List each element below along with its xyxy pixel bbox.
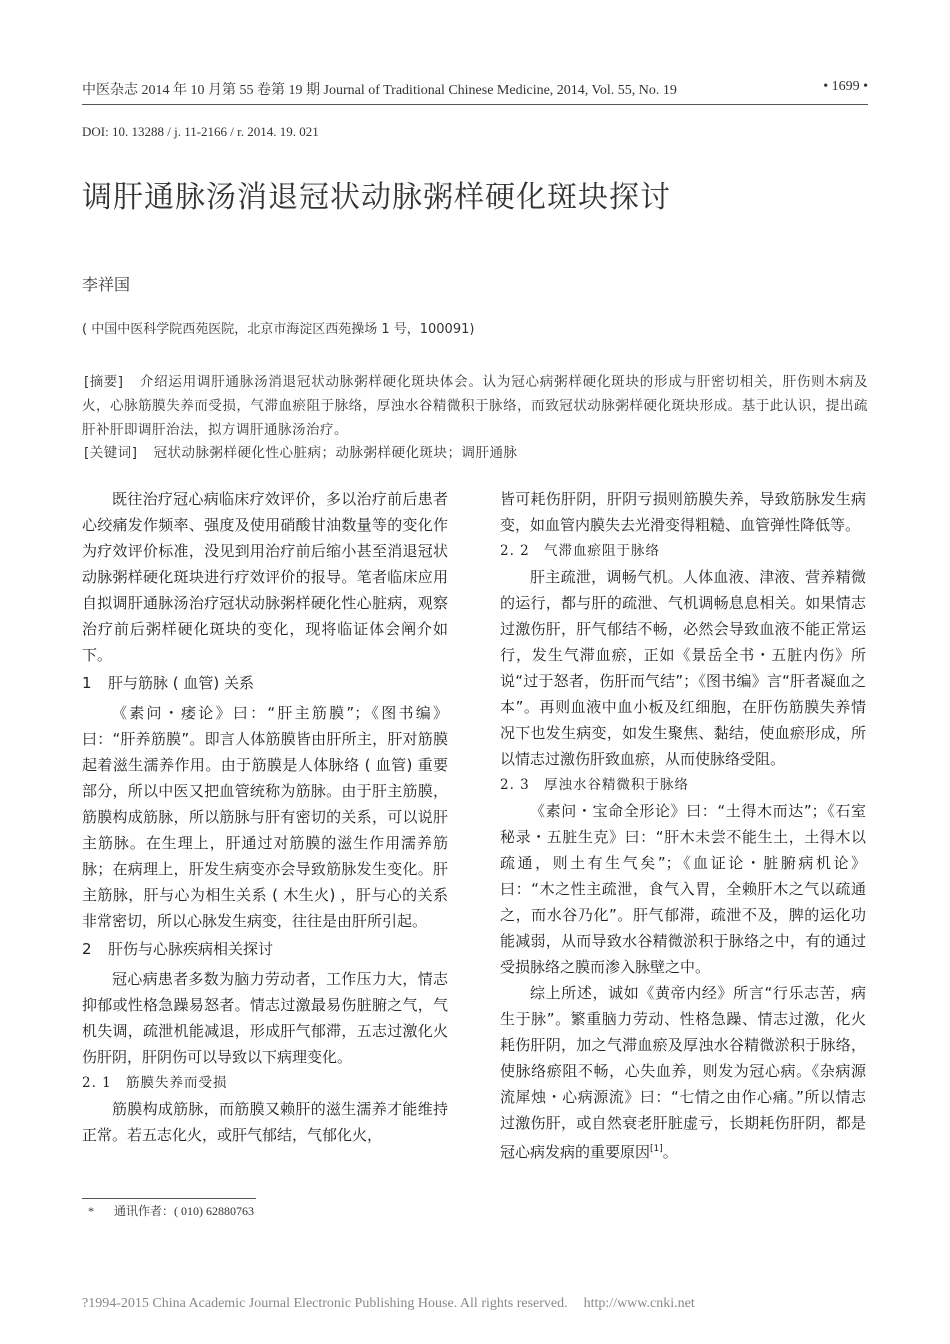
section-2-3-heading	[500, 772, 866, 798]
keywords	[82, 442, 868, 464]
footnote-rule	[82, 1198, 256, 1199]
footnote-text: 通讯作者：( 010) 62880763	[114, 1204, 254, 1218]
section-2-1-heading	[82, 1070, 448, 1096]
cnki-link[interactable]: http://www.cnki.net	[583, 1296, 695, 1311]
abstract	[82, 370, 868, 442]
article-title: 调肝通脉汤消退冠状动脉粥样硬化斑块探讨	[82, 180, 671, 215]
section-number: 2	[82, 940, 92, 958]
right-column	[500, 486, 866, 1165]
section-number: 2. 2	[500, 543, 530, 559]
journal-header: 中医杂志 2014 年 10 月第 55 卷第 19 期 Journal of Traditional Chinese Medicine, 2014, Vol. 55, No. 19	[82, 83, 677, 98]
left-column	[82, 486, 448, 1148]
section-2-1-paragraph: 筋膜构成筋脉，而筋膜又赖肝的滋生濡养才能维持正常。若五志化火，或肝气郁结，气郁化火，	[82, 1100, 448, 1144]
header-rule	[82, 104, 868, 105]
section-2-3-paragraph: 《素问・宝命全形论》曰：“土得木而达”；《石室秘录・五脏生克》曰：“肝木未尝不能生土，土得木以疏通，则土有生气矣”；《血证论・脏腑病机论》曰：“木之性主疏泄，食气入胃，全赖肝木之气以疏通之，而水谷乃化”。肝气郁滞，疏泄不及，脾的运化功能减弱，从而导致水谷精微淤积于脉络之中，有的通过受损脉络之膜而渗入脉壁之中。	[500, 802, 866, 976]
section-number: 1	[82, 674, 92, 692]
section-number: 2. 3	[500, 777, 530, 793]
doi: DOI: 10. 13288 / j. 11-2166 / r. 2014. 19. 021	[82, 124, 319, 139]
summary-end: 。	[662, 1143, 678, 1161]
abstract-text: 介绍运用调肝通脉汤消退冠状动脉粥样硬化斑块体会。认为冠心病粥样硬化斑块的形成与肝密切相关，肝伤则木病及火，心脉筋膜失养而受损，气滞血瘀阻于脉络，厚浊水谷精微积于脉络，而致冠状动脉粥样硬化斑块形成。基于此认识，提出疏肝补肝即调肝治法，拟方调肝通脉汤治疗。	[82, 374, 868, 438]
section-title: 肝伤与心脉疾病相关探讨	[108, 940, 274, 958]
affiliation: ( 中国中医科学院西苑医院，北京市海淀区西苑操场 1 号，100091)	[82, 322, 475, 337]
page-number: • 1699 •	[823, 79, 868, 94]
keywords-label: [ 关键词 ]	[82, 442, 140, 464]
section-2-heading	[82, 936, 448, 962]
abstract-label: [ 摘要 ]	[82, 370, 126, 394]
section-title: 厚浊水谷精微积于脉络	[544, 777, 689, 793]
author: 李祥国	[82, 275, 131, 294]
section-2-paragraph: 冠心病患者多数为脑力劳动者，工作压力大，情志抑郁或性格急躁易怒者。情志过激最易伤脏腑之气，气机失调，疏泄机能减退，形成肝气郁滞，五志过激化火伤肝阴，肝阴伤可以导致以下病理变化。	[82, 970, 448, 1066]
summary-paragraph	[500, 980, 866, 1165]
section-title: 气滞血瘀阻于脉络	[544, 543, 660, 559]
copyright-line	[82, 1296, 695, 1312]
footnote	[88, 1202, 254, 1219]
reference-marker: [1]	[650, 1144, 663, 1154]
section-2-2-heading	[500, 538, 866, 564]
summary-text: 综上所述，诚如《黄帝内经》所言“行乐志苦，病生于脉”。繁重脑力劳动、性格急躁、情志过激，化火耗伤肝阴，加之气滞血瘀及厚浊水谷精微淤积于脉络，使脉络瘀阻不畅，心失血养，则发为冠心病。《杂病源流犀烛・心病源流》曰：“七情之由作心痛。”所以情志过激伤肝，或自然衰老肝脏虚亏，长期耗伤肝阴，都是冠心病发病的重要原因	[500, 984, 866, 1161]
footnote-mark: *	[88, 1204, 94, 1218]
intro-paragraph: 既往治疗冠心病临床疗效评价，多以治疗前后患者心绞痛发作频率、强度及使用硝酸甘油数量等的变化作为疗效评价标准，没见到用治疗前后缩小甚至消退冠状动脉粥样硬化斑块进行疗效评价的报导。笔者临床应用自拟调肝通脉汤治疗冠状动脉粥样硬化性心脏病，观察治疗前后粥样硬化斑块的变化，现将临证体会阐介如下。	[82, 490, 448, 664]
copyright-text: ?1994-2015 China Academic Journal Electronic Publishing House. All rights reserved.	[82, 1296, 568, 1311]
section-title: 肝与筋脉 ( 血管) 关系	[108, 674, 255, 692]
section-2-2-paragraph: 肝主疏泄，调畅气机。人体血液、津液、营养精微的运行，都与肝的疏泄、气机调畅息息相关。如果情志过激伤肝，肝气郁结不畅，必然会导致血液不能正常运行，发生气滞血瘀，正如《景岳全书・五脏内伤》所说“过于怒者，伤肝而气结”；《图书编》言“肝者凝血之本”。再则血液中血小板及红细胞，在肝伤筋膜失养情况下也发生病变，如发生聚焦、黏结，使血瘀形成，所以情志过激伤肝致血瘀，从而使脉络受阻。	[500, 568, 866, 768]
section-number: 2. 1	[82, 1075, 112, 1091]
section-1-heading	[82, 670, 448, 696]
section-title: 筋膜失养而受损	[126, 1075, 228, 1091]
keywords-text: 冠状动脉粥样硬化性心脏病；动脉粥样硬化斑块；调肝通脉	[153, 445, 518, 461]
section-2-1-continuation: 皆可耗伤肝阴，肝阴亏损则筋膜失养，导致筋脉发生病变，如血管内膜失去光滑变得粗糙、血管弹性降低等。	[500, 490, 866, 534]
section-1-paragraph: 《素问・痿论》曰：“肝主筋膜”；《图书编》曰：“肝养筋膜”。即言人体筋膜皆由肝所主，肝对筋膜起着滋生濡养作用。由于筋膜是人体脉络 ( 血管) 重要部分，所以中医又把血管统称为筋脉。由于肝主筋膜，筋膜构成筋脉，所以筋脉与肝有密切的关系，可以说肝主筋脉。在生理上，肝通过对筋膜的滋生作用濡养筋脉；在病理上，肝发生病变亦会导致筋脉发生变化。肝主筋脉，肝与心为相生关系 ( 木生火) ，肝与心的关系非常密切，所以心脉发生病变，往往是由肝所引起。	[82, 704, 448, 930]
